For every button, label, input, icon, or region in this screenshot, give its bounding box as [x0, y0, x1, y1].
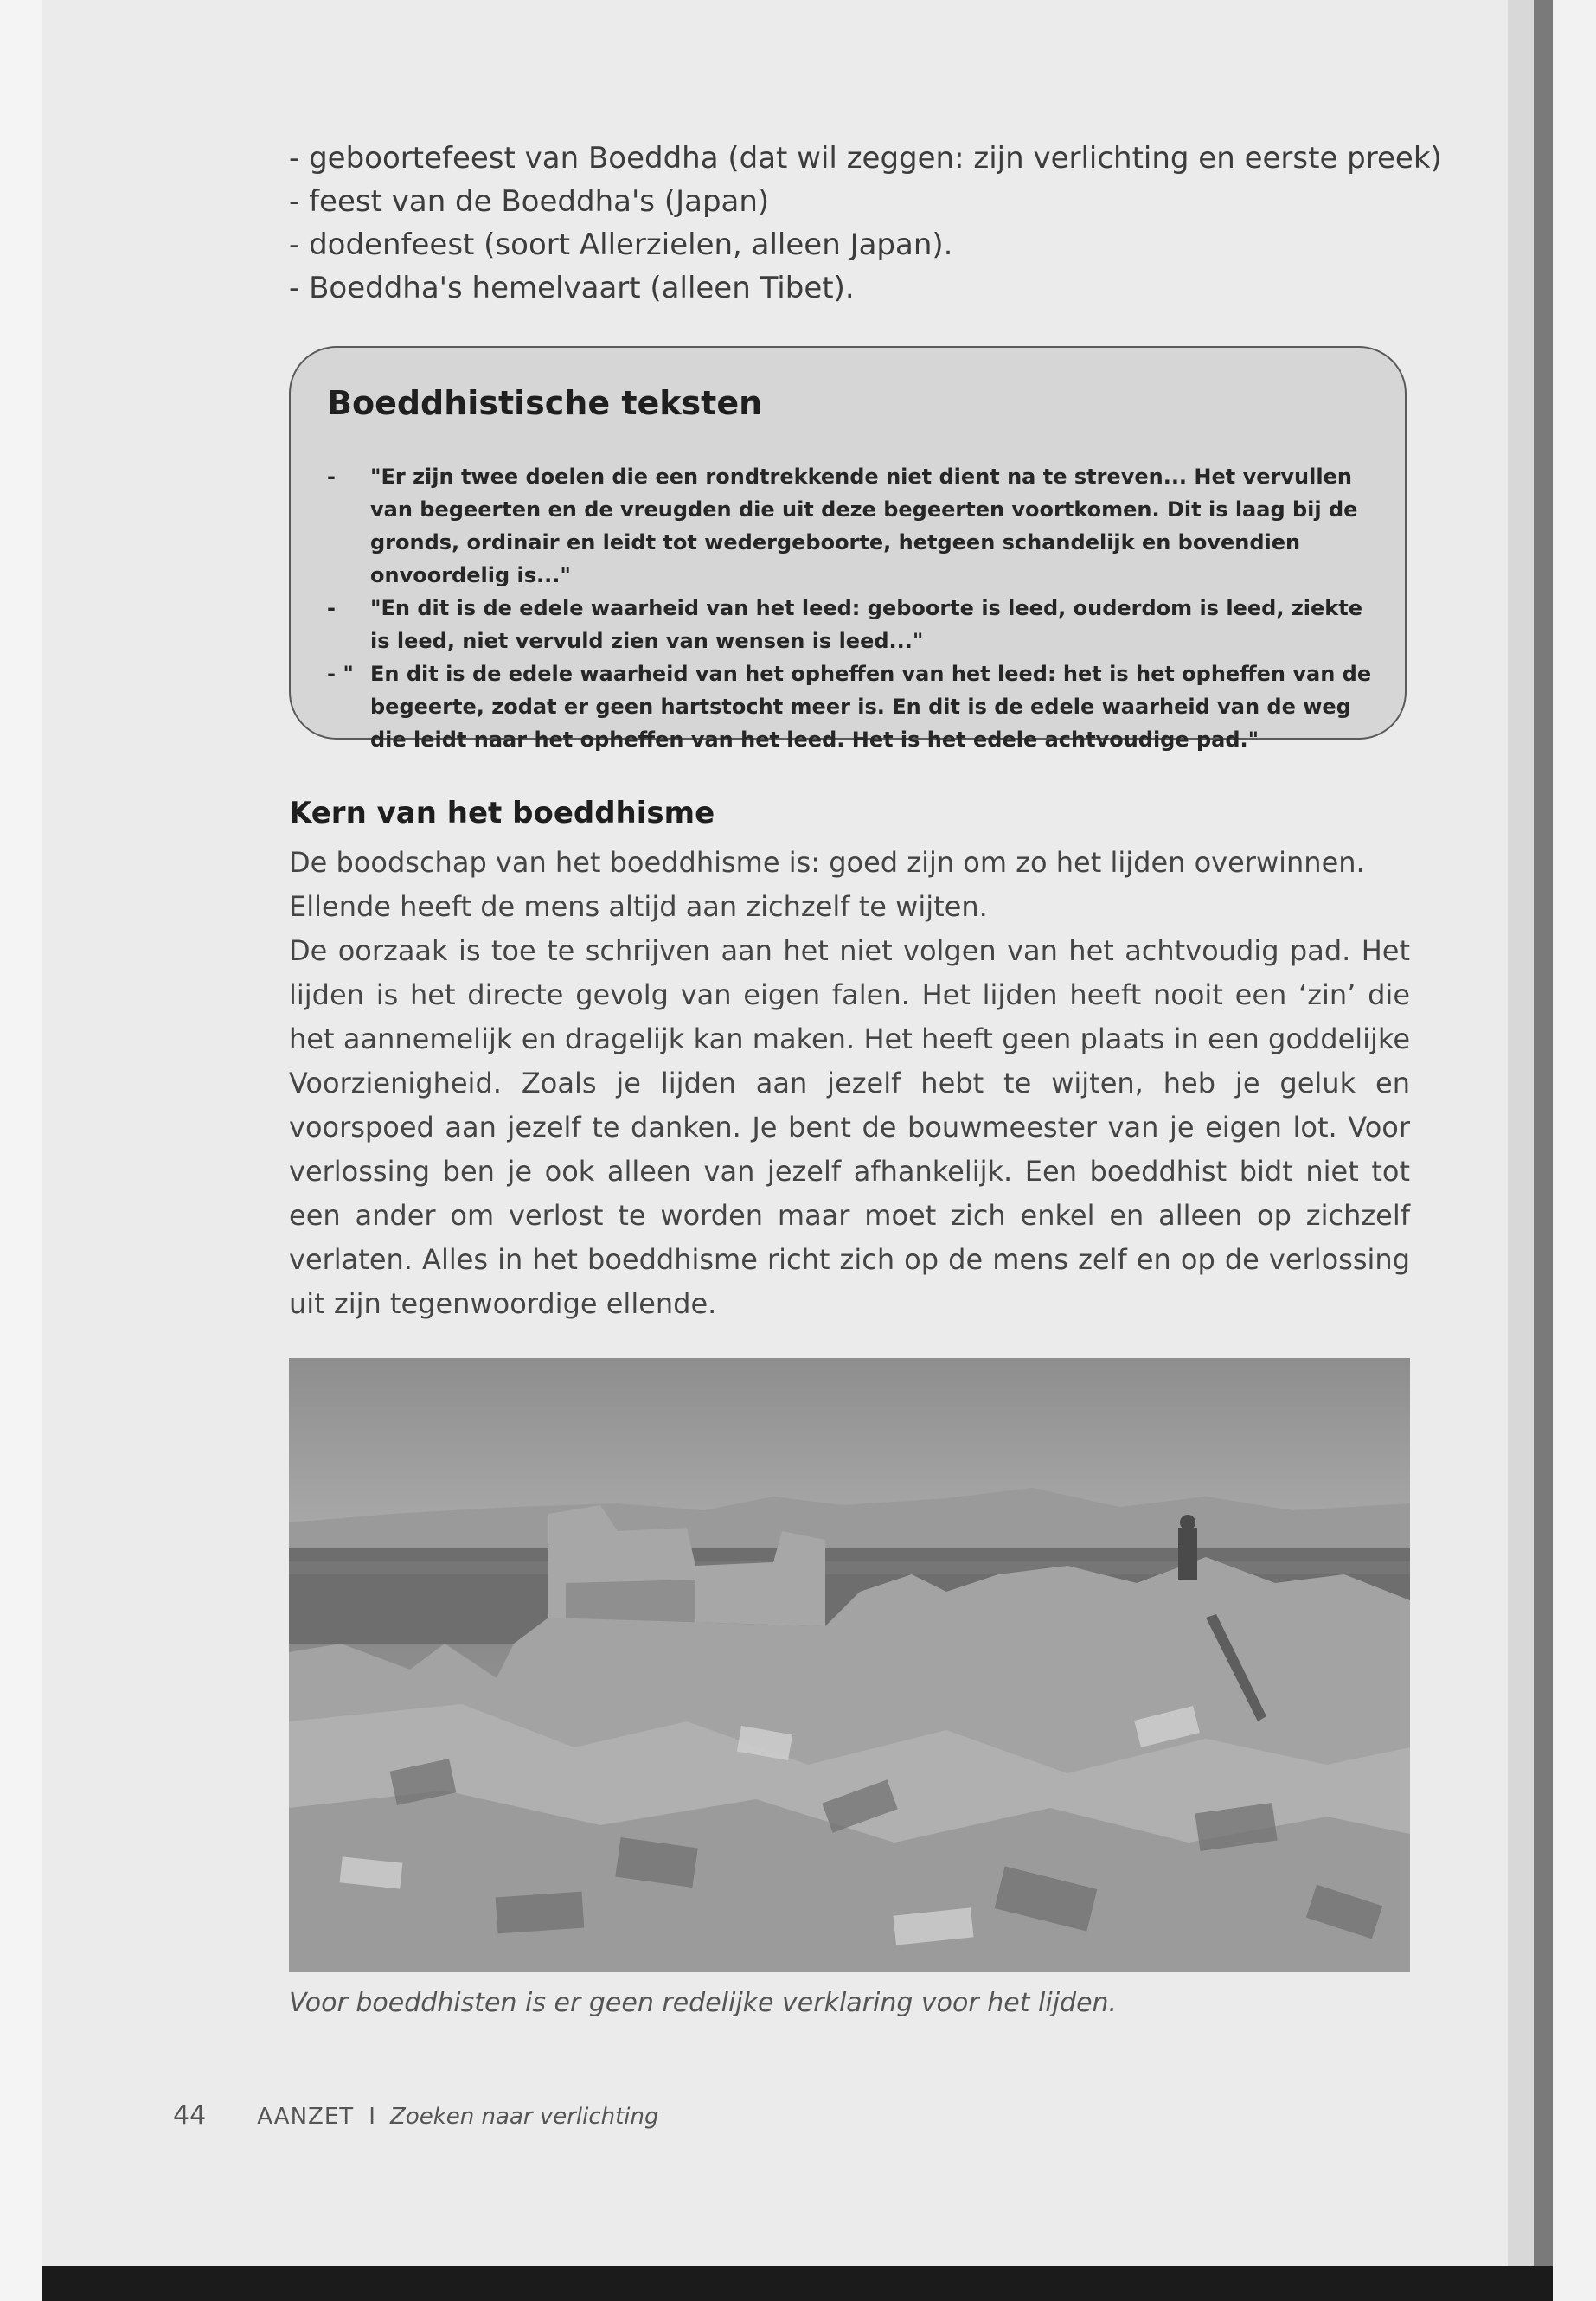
- quote-bullet: -: [327, 465, 336, 489]
- list-item: - Boeddha's hemelvaart (alleen Tibet).: [289, 271, 855, 305]
- quote-text: En dit is de edele waarheid van het opheffen van het leed: het is het opheffen van de begeerte, zodat er geen hartstocht meer is. En dit is de edele waarheid van de weg die leidt naar het opheffen van het leed. Het is het edele achtvoudige pad.": [370, 662, 1372, 752]
- ruins-photo: [289, 1358, 1410, 1972]
- scan-edge-left: [0, 0, 42, 2301]
- quote-item: [327, 592, 1382, 657]
- quote-list: [327, 460, 1382, 756]
- photo-caption: Voor boeddhisten is er geen redelijke verklaring voor het lijden.: [289, 1988, 1118, 2018]
- quote-item: [327, 460, 1382, 592]
- footer-separator: I: [369, 2104, 375, 2130]
- festival-list: [289, 137, 1442, 310]
- paragraph: Ellende heeft de mens altijd aan zichzelf te wijten.: [289, 890, 988, 923]
- book-spine: [1508, 0, 1534, 2301]
- book-spine-shadow: [1534, 0, 1553, 2301]
- box-title: Boeddhistische teksten: [327, 384, 763, 422]
- book-title: AANZET: [257, 2104, 355, 2130]
- page-footer: [173, 2100, 659, 2135]
- quote-item: [327, 657, 1382, 756]
- scan-edge-bottom: [42, 2266, 1553, 2301]
- section-heading: Kern van het boeddhisme: [289, 796, 715, 830]
- quote-text: "En dit is de edele waarheid van het leed: geboorte is leed, ouderdom is leed, ziekte is leed, niet vervuld zien van wensen is leed...": [370, 596, 1362, 653]
- list-item: - dodenfeest (soort Allerzielen, alleen Japan).: [289, 228, 953, 262]
- section-body: [289, 841, 1410, 1326]
- quote-bullet: - ": [327, 662, 354, 686]
- buddhist-texts-box: [289, 346, 1407, 752]
- quote-text: "Er zijn twee doelen die een rondtrekkende niet dient na te streven... Het vervullen van begeerten en de vreugden die uit deze begeerten voortkomen. Dit is laag bij de gronds, ordinair en leidt tot wedergeboorte, hetgeen schandelijk en bovendien onvoordelig is...": [370, 465, 1358, 587]
- ruins-photo-illustration: [289, 1358, 1410, 1972]
- paragraph: De oorzaak is toe te schrijven aan het niet volgen van het achtvoudig pad. Het lijden is het directe gevolg van eigen falen. Het lijden heeft nooit een ‘zin’ die het aannemelijk en dragelijk kan maken. Het heeft geen plaats in een goddelijke Voorzienigheid. Zoals je lijden aan jezelf hebt te wijten, heb je geluk en voorspoed aan jezelf te danken. Je bent de bouwmeester van je eigen lot. Voor verlossing ben je ook alleen van jezelf afhankelijk. Een boeddhist bidt niet tot een ander om verlost te worden maar moet zich enkel en alleen op zichzelf verlaten. Alles in het boeddhisme richt zich op de mens zelf en op de verlossing uit zijn tegenwoordige ellende.: [289, 934, 1410, 1320]
- list-item: - feest van de Boeddha's (Japan): [289, 184, 770, 219]
- chapter-title: Zoeken naar verlichting: [390, 2104, 659, 2130]
- scan-edge-right: [1553, 0, 1596, 2301]
- paragraph: De boodschap van het boeddhisme is: goed zijn om zo het lijden overwinnen.: [289, 846, 1365, 879]
- quote-bullet: -: [327, 596, 336, 620]
- list-item: - geboortefeest van Boeddha (dat wil zeggen: zijn verlichting en eerste preek): [289, 141, 1442, 176]
- page-number: 44: [173, 2100, 207, 2131]
